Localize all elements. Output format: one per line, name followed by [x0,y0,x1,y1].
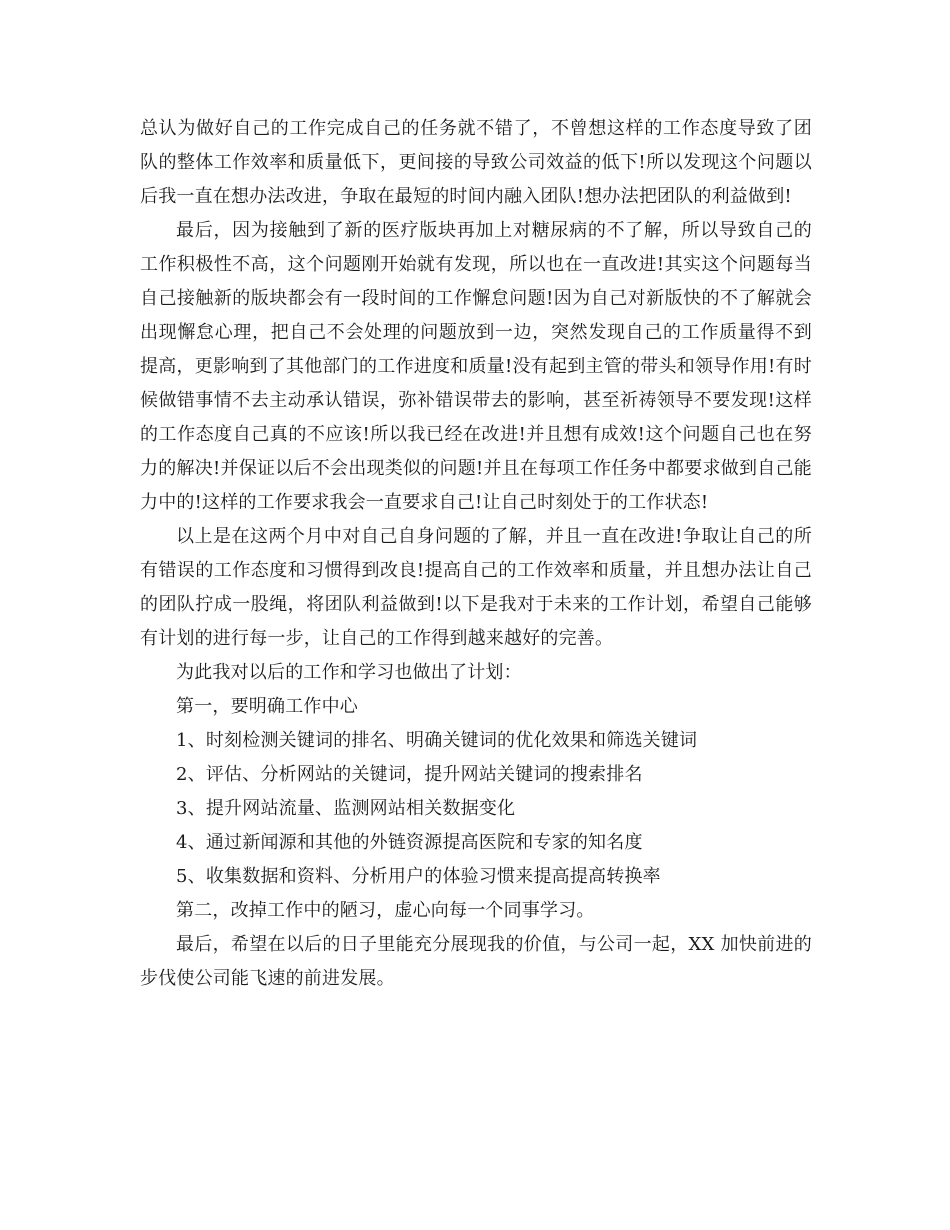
plan-item-4: 4、通过新闻源和其他的外链资源提高医院和专家的知名度 [176,832,643,853]
plan-heading-first: 第一，要明确工作中心 [176,696,358,717]
paragraph-closing: 最后，希望在以后的日子里能充分展现我的价值，与公司一起，XX 加快前进的步伐使公司能飞速的前进发展。 [140,934,812,989]
paragraph-plan-intro: 为此我对以后的工作和学习也做出了计划： [176,662,522,683]
plan-item-5: 5、收集数据和资料、分析用户的体验习惯来提高提高转换率 [176,866,661,887]
paragraph-improvement-summary: 以上是在这两个月中对自己自身问题的了解，并且一直在改进!争取让自己的所有错误的工作态度和习惯得到改良!提高自己的工作效率和质量，并且想办法让自己的团队拧成一股绳，将团队利益做到!以下是我对于未来的工作计划，希望自己能够有计划的进行每一步，让自己的工作得到越来越好的完善。 [140,526,812,649]
plan-item-1: 1、时刻检测关键词的排名、明确关键词的优化效果和筛选关键词 [176,730,698,751]
plan-item-3: 3、提升网站流量、监测网站相关数据变化 [176,798,516,819]
plan-item-2: 2、评估、分析网站的关键词，提升网站关键词的搜索排名 [176,764,643,785]
paragraph-team-efficiency: 总认为做好自己的工作完成自己的任务就不错了，不曾想这样的工作态度导致了团队的整体工作效率和质量低下，更间接的导致公司效益的低下!所以发现这个问题以后我一直在想办法改进，争取在最短的时间内融入团队!想办法把团队的利益做到! [140,118,812,207]
plan-heading-second: 第二，改掉工作中的陋习，虚心向每一个同事学习。 [176,900,595,921]
paragraph-work-slack: 最后，因为接触到了新的医疗版块再加上对糖尿病的不了解，所以导致自己的工作积极性不高，这个问题刚开始就有发现，所以也在一直改进!其实这个问题每当自己接触新的版块都会有一段时间的工作懈怠问题!因为自己对新版快的不了解就会出现懈怠心理，把自己不会处理的问题放到一边，突然发现自己的工作质量得不到提高，更影响到了其他部门的工作进度和质量!没有起到主管的带头和领导作用!有时候做错事情不去主动承认错误，弥补错误带去的影响，甚至祈祷领导不要发现!这样的工作态度自己真的不应该!所以我已经在改进!并且想有成效!这个问题自己也在努力的解决!并保证以后不会出现类似的问题!并且在每项工作任务中都要求做到自己能力中的!这样的工作要求我会一直要求自己!让自己时刻处于的工作状态! [140,220,812,513]
document-body [140,112,812,996]
